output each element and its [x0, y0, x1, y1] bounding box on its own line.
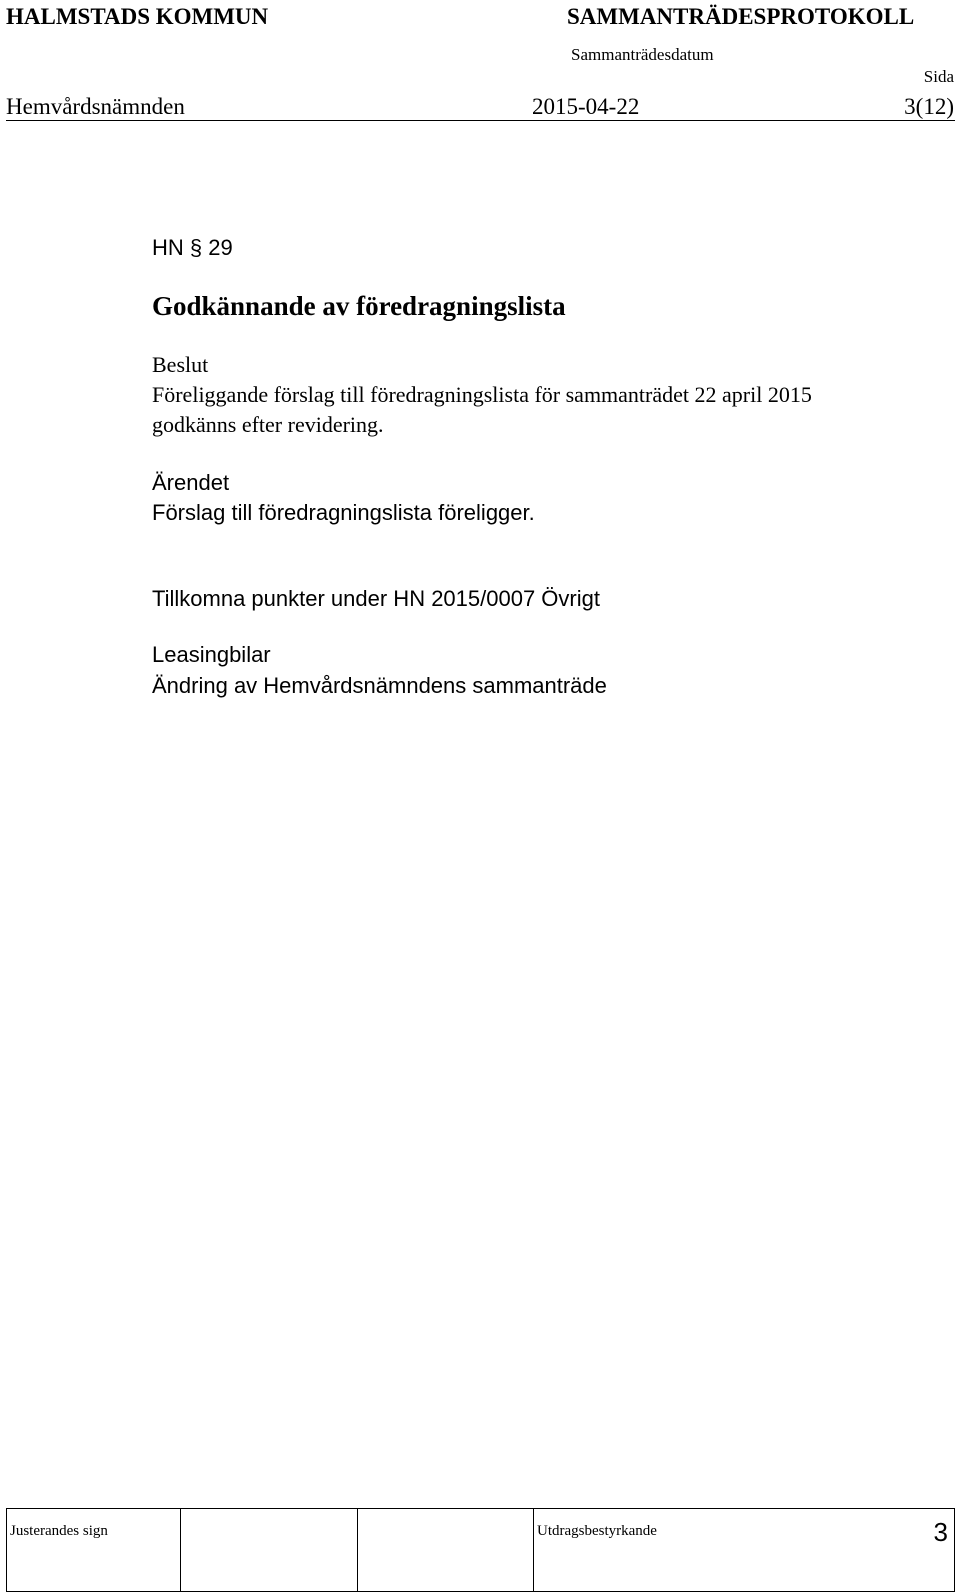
section-title: Godkännande av föredragningslista — [152, 291, 566, 321]
header-divider — [6, 120, 955, 121]
arendet-heading: Ärendet — [152, 470, 230, 495]
sign-label: Justerandes sign — [10, 1523, 108, 1539]
meeting-date: 2015-04-22 — [532, 94, 640, 119]
extract-cell — [533, 1509, 534, 1591]
extract-label: Utdragsbestyrkande — [537, 1523, 657, 1539]
document-type: SAMMANTRÄDESPROTOKOLL — [567, 4, 915, 29]
sign-cell-1 — [180, 1509, 181, 1591]
section-number: HN § 29 — [152, 235, 233, 260]
sign-cell-2 — [357, 1509, 358, 1591]
extra-points-text: Tillkomna punkter under HN 2015/0007 Övrigt — [152, 586, 600, 611]
committee-name: Hemvårdsnämnden — [6, 94, 185, 119]
footer-table — [6, 1508, 955, 1592]
page-number: 3(12) — [904, 94, 954, 119]
beslut-heading: Beslut — [152, 352, 209, 377]
beslut-text-line-2: godkänns efter revidering. — [152, 412, 384, 437]
beslut-text-line-1: Föreliggande förslag till föredragningslista för sammanträdet 22 april 2015 — [152, 382, 812, 407]
footer-page-number: 3 — [933, 1517, 948, 1547]
arendet-text: Förslag till föredragningslista föreligger. — [152, 500, 535, 525]
list-item: Ändring av Hemvårdsnämndens sammanträde — [152, 673, 607, 698]
organization-name: HALMSTADS KOMMUN — [6, 4, 269, 29]
date-label: Sammanträdesdatum — [571, 45, 714, 64]
page-label: Sida — [923, 67, 954, 86]
list-item: Leasingbilar — [152, 642, 271, 667]
